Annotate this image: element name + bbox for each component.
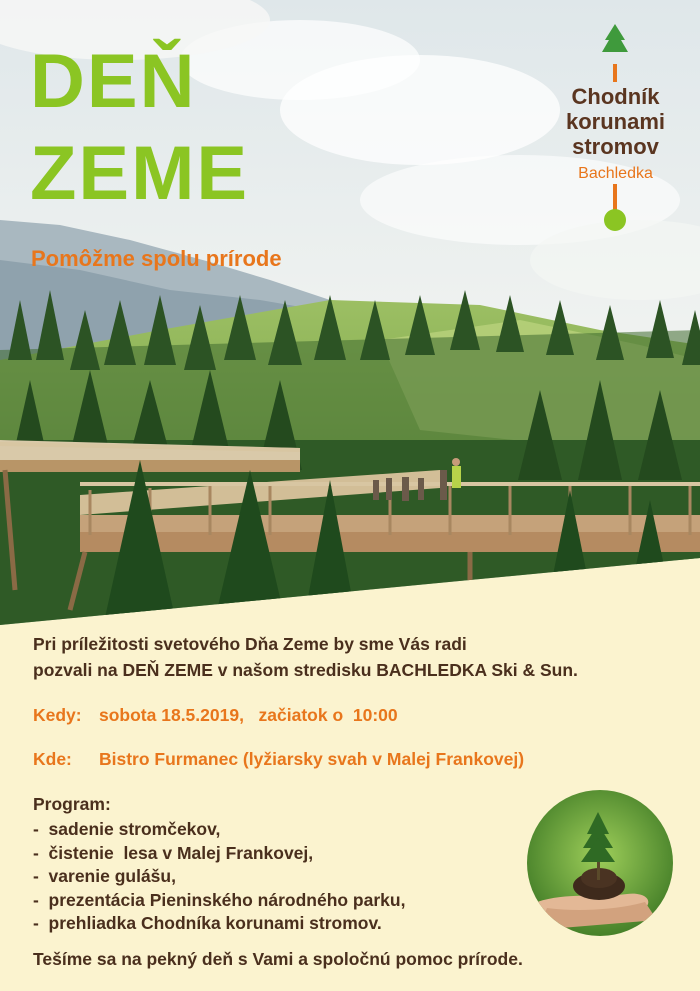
list-item: - prehliadka Chodníka korunami stromov. — [33, 913, 382, 933]
page-title-line1: DEŇ — [30, 39, 197, 124]
program-list — [33, 818, 405, 936]
list-item: - čistenie lesa v Malej Frankovej, — [33, 842, 314, 863]
when-label: Kedy: — [33, 705, 82, 725]
logo-line-1: Chodník — [571, 84, 660, 109]
invitation-line-2: pozvali na DEŇ ZEME v našom stredisku BACHLEDKA Ski & Sun. — [33, 660, 578, 680]
seedling-image — [527, 790, 673, 936]
when-value: sobota 18.5.2019, začiatok o 10:00 — [99, 705, 398, 725]
subtitle: Pomôžme spolu prírode — [31, 246, 282, 271]
list-item: - varenie gulášu, — [33, 866, 176, 886]
logo-line-2: korunami — [565, 109, 666, 134]
logo-location: Bachledka — [578, 165, 653, 182]
where-value: Bistro Furmanec (lyžiarsky svah v Malej Frankovej) — [99, 749, 525, 769]
logo-line-3: stromov — [572, 134, 659, 159]
logo — [548, 24, 683, 234]
where-label: Kde: — [33, 749, 72, 769]
event-when — [33, 707, 398, 725]
page-title-line2: ZEME — [30, 131, 250, 216]
list-item: - sadenie stromčekov, — [33, 819, 221, 839]
event-where — [33, 751, 524, 769]
closing-text: Tešíme sa na pekný deň s Vami a spoločnú pomoc prírode. — [33, 949, 523, 969]
list-item: - prezentácia Pieninského národného parku, — [33, 889, 406, 910]
invitation-line-1: Pri príležitosti svetového Dňa Zeme by sme Vás radi — [33, 634, 467, 654]
program-title: Program: — [33, 794, 111, 814]
